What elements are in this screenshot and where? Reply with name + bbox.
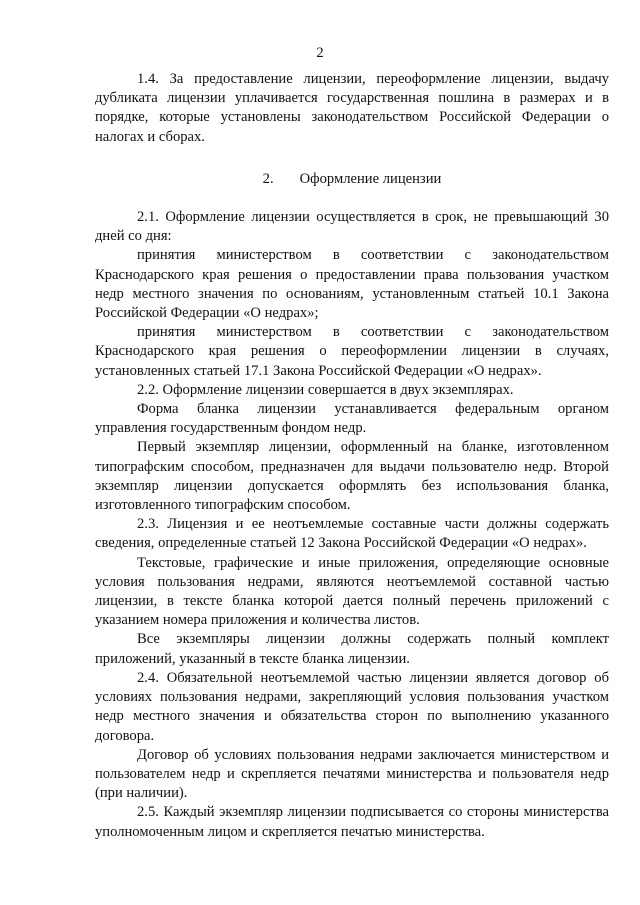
- page-number: 2: [316, 45, 324, 61]
- paragraph: Текстовые, графические и иные приложения, определяющие основные условия пользования недрами, являются неотъемлемой составной частью лицензии, в тексте бланка которой дается полный перечень приложений с указанием номера приложения и количества листов.: [95, 554, 609, 629]
- paragraph: 2.1. Оформление лицензии осуществляется в срок, не превышающий 30 дней со дня:: [95, 209, 609, 245]
- paragraph: 2.5. Каждый экземпляр лицензии подписывается со стороны министерства уполномоченным лицом и скрепляется печатью министерства.: [95, 804, 609, 840]
- paragraph-1-4: 1.4. За предоставление лицензии, переоформление лицензии, выдачу дубликата лицензии уплачивается государственная пошлина в размерах и в порядке, которые установлены законодательством Российской Федерации о налогах и сборах.: [95, 71, 609, 145]
- document-body: [95, 70, 609, 842]
- paragraph: принятия министерством в соответствии с законодательством Краснодарского края решения о переоформлении лицензии в случаях, установленных статьей 17.1 Закона Российской Федерации «О недрах».: [95, 324, 609, 379]
- paragraph: Все экземпляры лицензии должны содержать полный комплект приложений, указанный в тексте бланка лицензии.: [95, 631, 609, 667]
- paragraph: принятия министерством в соответствии с законодательством Краснодарского края решения о предоставлении права пользования участком недр местного значения по основаниям, установленным статьей 10.1 Закона Российской Федерации «О недрах»;: [95, 247, 609, 322]
- paragraph: Первый экземпляр лицензии, оформленный на бланке, изготовленном типографским способом, предназначен для выдачи пользователю недр. Второй экземпляр лицензии допускается оформлять без использования бланка, изготовленного типографским способом.: [95, 439, 609, 514]
- section-title: Оформление лицензии: [299, 170, 442, 187]
- section-heading: [95, 170, 609, 189]
- section-number: 2.: [262, 170, 274, 187]
- paragraph: 2.2. Оформление лицензии совершается в двух экземплярах.: [137, 381, 514, 398]
- paragraph: 2.4. Обязательной неотъемлемой частью лицензии является договор об условиях пользования недрами, закрепляющий условия пользования участком недр местного значения и обязательства сторон по выполнению указанного договора.: [95, 669, 609, 744]
- paragraph: Договор об условиях пользования недрами заключается министерством и пользователем недр и скрепляется печатями министерства и пользователя недр (при наличии).: [95, 746, 609, 802]
- paragraph: Форма бланка лицензии устанавливается федеральным органом управления государственным фондом недр.: [95, 401, 609, 437]
- paragraph: 2.3. Лицензия и ее неотъемлемые составные части должны содержать сведения, определенные статьей 12 Закона Российской Федерации «О недрах».: [95, 516, 609, 552]
